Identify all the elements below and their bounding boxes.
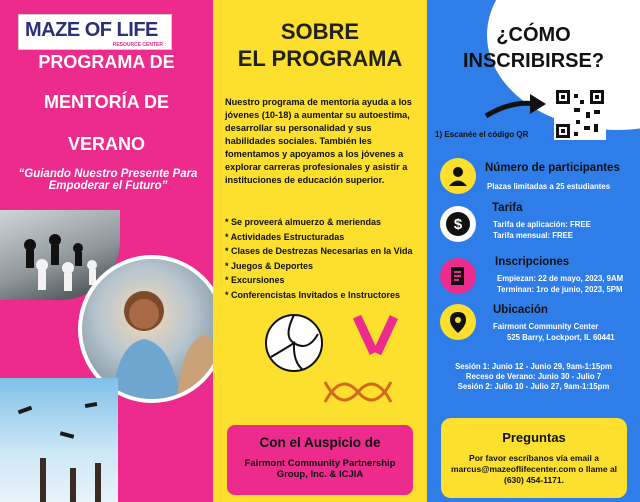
questions-text: Por favor escríbanos vía email a marcus@mazeoflifecenter.com o llame al (630) 454-1171. (450, 453, 618, 485)
svg-text:$: $ (453, 216, 463, 233)
program-title-line3: VERANO (67, 134, 145, 154)
enrollment-icon-circle (440, 258, 476, 294)
sponsor-name: Fairmont Community Partnership Group, Inc. & ICJIA (244, 458, 396, 480)
how-to-enroll-title (427, 22, 640, 74)
fee-application: Tarifa de aplicación: FREE (493, 220, 591, 229)
left-panel (0, 0, 213, 502)
popcorn-icon (353, 310, 403, 360)
feature-item: * Se proveerá almuerzo & meriendas (225, 217, 382, 227)
logo-text: MAZE OF LIFE (25, 19, 158, 41)
tagline: “Guiando Nuestro Presente Para Empoderar el Futuro” (18, 168, 198, 192)
sponsor-title: Con el Auspicio de (259, 435, 381, 450)
summer-recess: Receso de Verano: Junio 30 - Julio 7 (465, 372, 602, 381)
volleyball-icon (263, 312, 325, 374)
about-title-line2: EL PROGRAMA (237, 46, 403, 71)
program-features-list (225, 215, 423, 302)
session-schedule (427, 362, 640, 392)
program-title-line1: PROGRAMA DE (38, 52, 175, 72)
enrollment-start: Empiezan: 22 de mayo, 2023, 9AM (497, 274, 624, 283)
person-icon (447, 165, 469, 187)
graduation-cap-icon (0, 378, 118, 502)
about-title-line1: SOBRE (280, 19, 360, 44)
maze-of-life-logo (18, 14, 172, 50)
how-to-enroll-line1: ¿CÓMO (496, 24, 571, 46)
about-title (213, 18, 427, 72)
participants-title: Número de participantes (485, 162, 620, 174)
feature-item: * Conferencistas Invitados e Instructores (225, 289, 401, 300)
form-icon (447, 265, 469, 287)
qr-code[interactable] (554, 88, 606, 140)
feature-item: * Excursiones (225, 275, 285, 285)
session-2: Sesión 2: Julio 10 - Julio 27, 9am-1:15pm (457, 382, 610, 391)
participants-text: Plazas limitadas a 25 estudiantes (487, 182, 611, 191)
dollar-icon (445, 211, 471, 237)
scan-qr-step: 1) Escanée el código QR (435, 130, 529, 139)
questions-title: Preguntas (502, 430, 566, 445)
enrollment-title: Inscripciones (495, 256, 570, 268)
program-description: Nuestro programa de mentoría ayuda a los jóvenes (10-18) a aumentar su autoestima, desarrollar su personalidad y sus habilidades sociales. También les fomentamos y apoyamos a los jóvenes a explorar carreras profesionales y asistir a instituciones de educación superior. (225, 97, 412, 185)
location-pin-icon (447, 310, 469, 334)
fee-monthly: Tarifa mensual: FREE (493, 231, 574, 240)
sponsor-box (227, 425, 413, 495)
how-to-enroll-line2: INSCRIBIRSE? (462, 50, 605, 72)
graduation-photo (0, 378, 118, 502)
location-address: 525 Barry, Lockport, IL 60441 (507, 333, 615, 342)
program-title-line2: MENTORÍA DE (43, 92, 169, 112)
dna-icon (323, 372, 393, 412)
feature-item: * Clases de Destrezas Necesarias en la Vida (225, 246, 413, 256)
arrow-icon (482, 90, 550, 124)
participants-icon-circle (440, 158, 476, 194)
fee-icon-circle (440, 206, 476, 242)
feature-item: * Juegos & Deportes (225, 260, 314, 271)
right-panel (427, 0, 640, 502)
fee-title: Tarifa (492, 202, 523, 214)
location-title: Ubicación (493, 304, 548, 316)
feature-item: * Actividades Estructuradas (225, 231, 345, 242)
enrollment-end: Terminan: 1ro de junio, 2023, 5PM (497, 285, 623, 294)
questions-box (441, 418, 627, 498)
logo-subtext: RESOURCE CENTER (112, 42, 163, 48)
middle-panel (213, 0, 427, 502)
location-name: Fairmont Community Center (493, 322, 599, 331)
qr-code-icon (556, 90, 604, 138)
location-icon-circle (440, 304, 476, 340)
session-1: Sesión 1: Junio 12 - Junio 29, 9am-1:15pm (455, 362, 612, 371)
